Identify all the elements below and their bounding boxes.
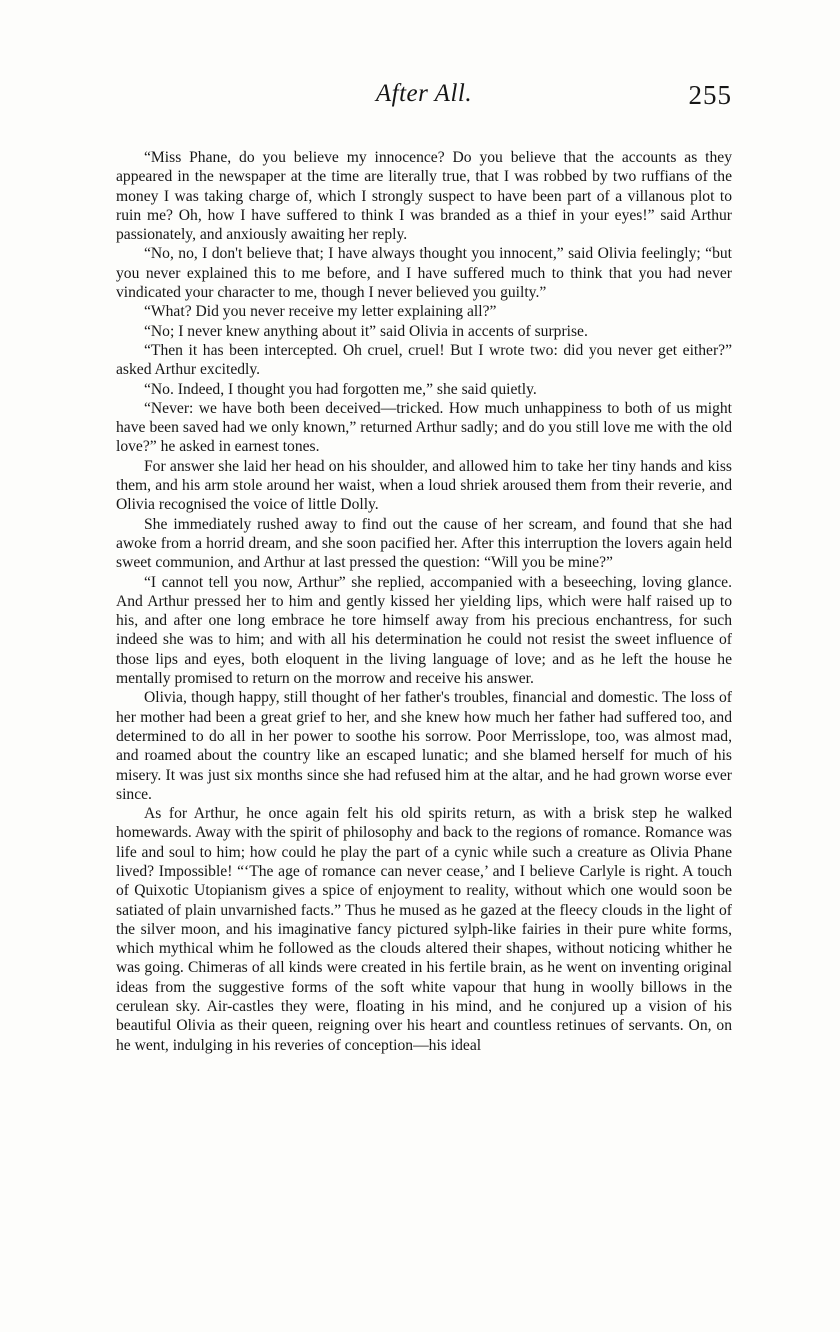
paragraph: “I cannot tell you now, Arthur” she replied, accompanied with a beseeching, loving glance. And Arthur pressed her to him and gently kissed her yielding lips, which were half raised up to his, and after one long embrace he tore himself away from his precious enchantress, for such indeed she was to him; and with all his determination he could not resist the sweet influence of those lips and eyes, both eloquent in the living language of love; and as he left the house he mentally promised to return on the morrow and receive his answer. <box>116 573 732 688</box>
paragraph: “No, no, I don't believe that; I have always thought you innocent,” said Olivia feelingly; “but you never explained this to me before, and I have suffered much to think that you had never vindicated your character to me, though I never believed you guilty.” <box>116 245 732 302</box>
body-text <box>116 148 732 1055</box>
paragraph: “Miss Phane, do you believe my innocence? Do you believe that the accounts as they appeared in the newspaper at the time are literally true, that I was robbed by two ruffians of the money I was taking charge of, which I strongly suspect to have been part of a villanous plot to ruin me? Oh, how I have suffered to think I was branded as a thief in your eyes!” said Arthur passionately, and anxiously awaiting her reply. <box>116 149 732 244</box>
paragraph: As for Arthur, he once again felt his old spirits return, as with a brisk step he walked homewards. Away with the spirit of philosophy and back to the regions of romance. Romance was life and soul to him; how could he play the part of a cynic while such a creature as Olivia Phane lived? Impossible! “‘The age of romance can never cease,’ and I believe Carlyle is right. A touch of Quixotic Utopianism gives a spice of enjoyment to reality, without which one would soon be satiated of plain unvarnished facts.” Thus he mused as he gazed at the fleecy clouds in the light of the silver moon, and his imaginative fancy pictured sylph-like fairies in their pure white forms, which mythical whim he followed as the clouds altered their shapes, without noticing whither he was going. Chimeras of all kinds were created in his fertile brain, as he went on inventing original ideas from the suggestive forms of the soft white vapour that hung in woolly billows in the cerulean sky. Air-castles they were, floating in his mind, and he conjured up a vision of his beautiful Olivia as their queen, reigning over his heart and countless retinues of servants. On, on he went, indulging in his reveries of conception—his ideal <box>116 805 732 1054</box>
running-head <box>116 80 732 116</box>
paragraph: She immediately rushed away to find out the cause of her scream, and found that she had awoke from a horrid dream, and she soon pacified her. After this interruption the lovers again held sweet communion, and Arthur at last pressed the question: “Will you be mine?” <box>116 515 732 572</box>
paragraph: “No. Indeed, I thought you had forgotten me,” she said quietly. <box>144 380 537 398</box>
paragraph: Olivia, though happy, still thought of her father's troubles, financial and domestic. The loss of her mother had been a great grief to her, and she knew how much her father had suffered too, and determined to do all in her power to soothe his sorrow. Poor Merrisslope, too, was almost mad, and roamed about the country like an escaped lunatic; and she blamed herself for much of his misery. It was just six months since she had refused him at the altar, and he had grown worse ever since. <box>116 689 732 803</box>
running-title: After All. <box>375 80 473 107</box>
paragraph: “What? Did you never receive my letter explaining all?” <box>144 303 497 321</box>
paragraph: “Never: we have both been deceived—tricked. How much unhappiness to both of us might have been saved had we only known,” returned Arthur sadly; and do you still love me with the old love?” he asked in earnest tones. <box>116 399 732 456</box>
paragraph: “No; I never knew anything about it” said Olivia in accents of surprise. <box>144 322 588 340</box>
paragraph: “Then it has been intercepted. Oh cruel, cruel! But I wrote two: did you never get either?” asked Arthur excitedly. <box>116 341 732 379</box>
paragraph: For answer she laid her head on his shoulder, and allowed him to take her tiny hands and kiss them, and his arm stole around her waist, when a loud shriek aroused them from their reverie, and Olivia recognised the voice of little Dolly. <box>116 457 732 514</box>
page-number: 255 <box>688 80 732 110</box>
